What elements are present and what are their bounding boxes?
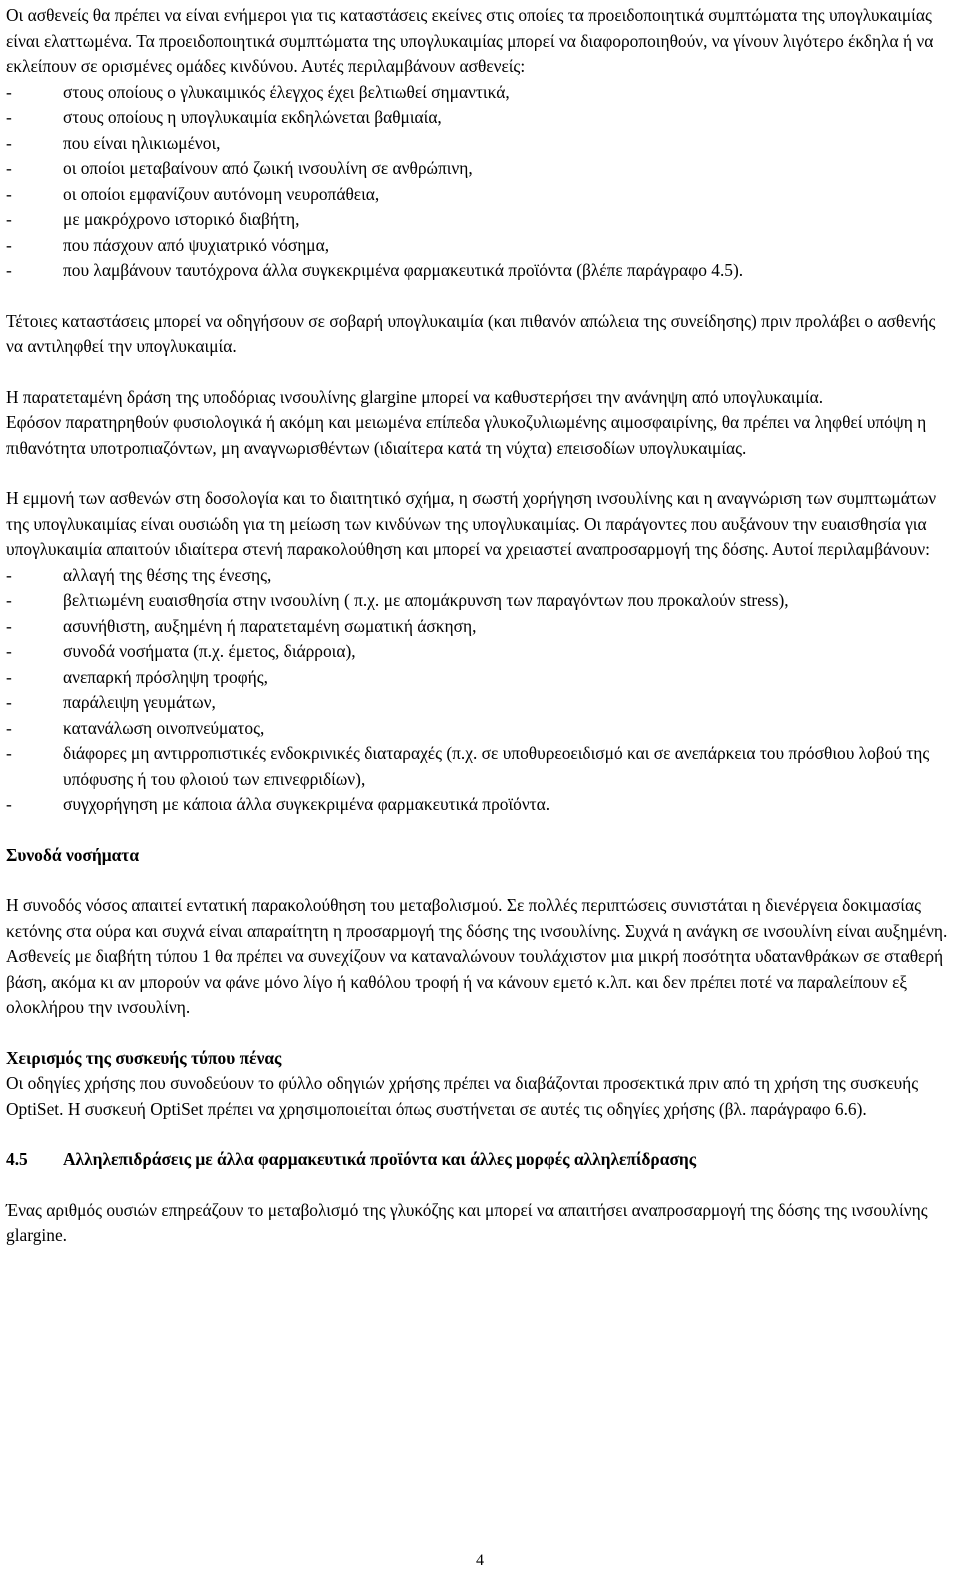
comorbidities-text: Η συνοδός νόσος απαιτεί εντατική παρακολούθηση του μεταβολισμού. Σε πολλές περιπτώσεις συνιστάται η διενέργεια δοκιμασίας κετόνης στα ούρα και συχνά είναι απαραίτητη η προσαρμογή της δόσης της ινσουλίνης. Συχνά η ανάγκη σε ινσουλίνη είναι αυξημένη. Ασθενείς με διαβήτη τύπου 1 θα πρέπει να συνεχίζουν να καταναλώνουν τουλάχιστον μια μικρή ποσότητα υδατανθράκων σε σταθερή βάση, ακόμα κι αν μπορούν να φάνε μόνο λίγο ή καθόλου τροφή ή να κάνουν εμετό κ.λπ. και δεν πρέπει ποτέ να παραλείπουν εξ ολοκλήρου την ινσουλίνη. bbox=[6, 895, 948, 1017]
list-dash: - bbox=[6, 183, 12, 204]
list-dash: - bbox=[6, 743, 12, 763]
document-page bbox=[6, 0, 954, 1249]
list-dash: - bbox=[6, 615, 12, 636]
section-4-5-heading bbox=[6, 1147, 954, 1173]
list-dash: - bbox=[6, 641, 12, 661]
list-dash: - bbox=[6, 209, 12, 229]
list-dash: - bbox=[6, 692, 12, 712]
list-dash: - bbox=[6, 260, 12, 280]
pen-device-text: Οι οδηγίες χρήσης που συνοδεύουν το φύλλο οδηγιών χρήσης πρέπει να διαβάζονται προσεκτικά πριν από τη χρήση της συσκευής OptiSet. Η συσκευή OptiSet πρέπει να χρησιμοποιείται όπως συστήνεται σε αυτές τις οδηγίες χρήσης (βλ. παράγραφο 6.6). bbox=[6, 1073, 919, 1119]
list-item: - οι οποίοι μεταβαίνουν από ζωική ινσουλίνη σε ανθρώπινη, bbox=[6, 156, 954, 182]
severe-hypoglycemia-paragraph: Τέτοιες καταστάσεις μπορεί να οδηγήσουν σε σοβαρή υπογλυκαιμία (και πιθανόν απώλεια της συνείδησης) πριν προλάβει ο ασθενής να αντιληφθεί την υπογλυκαιμία. bbox=[6, 310, 936, 356]
list-item: - που λαμβάνουν ταυτόχρονα άλλα συγκεκριμένα φαρμακευτικά προϊόντα (βλέπε παράγραφο 4.5). bbox=[6, 258, 954, 284]
section-title: Αλληλεπιδράσεις με άλλα φαρμακευτικά προϊόντα και άλλες μορφές αλληλεπίδρασης bbox=[63, 1149, 697, 1169]
list-item: - ασυνήθιστη, αυξημένη ή παρατεταμένη σωματική άσκηση, bbox=[6, 614, 954, 640]
sensitivity-factors-list bbox=[6, 563, 954, 818]
list-item: - που πάσχουν από ψυχιατρικό νόσημα, bbox=[6, 233, 954, 259]
list-dash: - bbox=[6, 717, 12, 738]
adherence-paragraph: Η εμμονή των ασθενών στη δοσολογία και το διαιτητικό σχήμα, η σωστή χορήγηση ινσουλίνης και η αναγνώριση των συμπτωμάτων της υπογλυκαιμίας είναι ουσιώδη για τη μείωση των κινδύνων της υπογλυκαιμίας. Οι παράγοντες που αυξάνουν την ευαισθησία για υπογλυκαιμία απαιτούν ιδιαίτερα στενή παρακολούθηση και μπορεί να χρειαστεί αναπροσαρμογή της δόσης. Αυτοί περιλαμβάνουν: bbox=[6, 488, 937, 559]
list-item: - ανεπαρκή πρόσληψη τροφής, bbox=[6, 665, 954, 691]
list-dash: - bbox=[6, 590, 12, 610]
section-4-5-text: Ένας αριθμός ουσιών επηρεάζουν το μεταβολισμό της γλυκόζης και μπορεί να απαιτήσει αναπροσαρμογή της δόσης της ινσουλίνης glargine. bbox=[6, 1199, 928, 1245]
list-item: - αλλαγή της θέσης της ένεσης, bbox=[6, 563, 954, 589]
list-dash: - bbox=[6, 81, 12, 102]
risk-groups-list bbox=[6, 80, 954, 284]
section-number: 4.5 bbox=[6, 1149, 28, 1169]
list-item: - βελτιωμένη ευαισθησία στην ινσουλίνη ( π.χ. με απομάκρυνση των παραγόντων που προκαλούν stress), bbox=[6, 588, 954, 614]
list-item: - κατανάλωση οινοπνεύματος, bbox=[6, 716, 954, 742]
list-dash: - bbox=[6, 158, 12, 178]
list-dash: - bbox=[6, 234, 12, 255]
list-dash: - bbox=[6, 564, 12, 585]
comorbidities-heading: Συνοδά νοσήματα bbox=[6, 844, 140, 865]
list-item: - συνοδά νοσήματα (π.χ. έμετος, διάρροια), bbox=[6, 639, 954, 665]
list-dash: - bbox=[6, 666, 12, 687]
hba1c-paragraph: Εφόσον παρατηρηθούν φυσιολογικά ή ακόμη και μειωμένα επίπεδα γλυκοζυλιωμένης αιμοσφαιρίνης, θα πρέπει να ληφθεί υπόψη η πιθανότητα υποτροπιαζόντων, μη αναγνωρισθέντων (ιδιαίτερα κατά τη νύχτα) επεισοδίων υπογλυκαιμίας. bbox=[6, 412, 927, 458]
list-dash: - bbox=[6, 107, 12, 127]
list-dash: - bbox=[6, 132, 12, 153]
list-item: - συγχορήγηση με κάποια άλλα συγκεκριμένα φαρμακευτικά προϊόντα. bbox=[6, 792, 954, 818]
list-item: - στους οποίους ο γλυκαιμικός έλεγχος έχει βελτιωθεί σημαντικά, bbox=[6, 80, 954, 106]
page-number: 4 bbox=[476, 1552, 484, 1569]
risk-groups-intro: Οι ασθενείς θα πρέπει να είναι ενήμεροι για τις καταστάσεις εκείνες στις οποίες τα προειδοποιητικά συμπτώματα της υπογλυκαιμίας είναι ελαττωμένα. Τα προειδοποιητικά συμπτώματα της υπογλυκαιμίας μπορεί να διαφοροποιηθούν, να γίνουν λιγότερο έκδηλα ή να εκλείπουν σε ορισμένες ομάδες κινδύνου. Αυτές περιλαμβάνουν ασθενείς: bbox=[6, 5, 934, 76]
list-item: - οι οποίοι εμφανίζουν αυτόνομη νευροπάθεια, bbox=[6, 182, 954, 208]
prolonged-action-paragraph: Η παρατεταμένη δράση της υποδόριας ινσουλίνης glargine μπορεί να καθυστερήσει την ανάνηψη από υπογλυκαιμία. bbox=[6, 386, 824, 407]
pen-device-heading: Χειρισμός της συσκευής τύπου πένας bbox=[6, 1047, 282, 1068]
list-item: - με μακρόχρονο ιστορικό διαβήτη, bbox=[6, 207, 954, 233]
list-item: - διάφορες μη αντιρροπιστικές ενδοκρινικές διαταραχές (π.χ. σε υποθυρεοειδισμό και σε ανεπάρκεια του πρόσθιου λοβού της υπόφυσης ή του φλοιού των επινεφριδίων), bbox=[6, 743, 930, 789]
list-item: - στους οποίους η υπογλυκαιμία εκδηλώνεται βαθμιαία, bbox=[6, 105, 954, 131]
list-dash: - bbox=[6, 794, 12, 814]
list-item: - που είναι ηλικιωμένοι, bbox=[6, 131, 954, 157]
list-item: - παράλειψη γευμάτων, bbox=[6, 690, 954, 716]
